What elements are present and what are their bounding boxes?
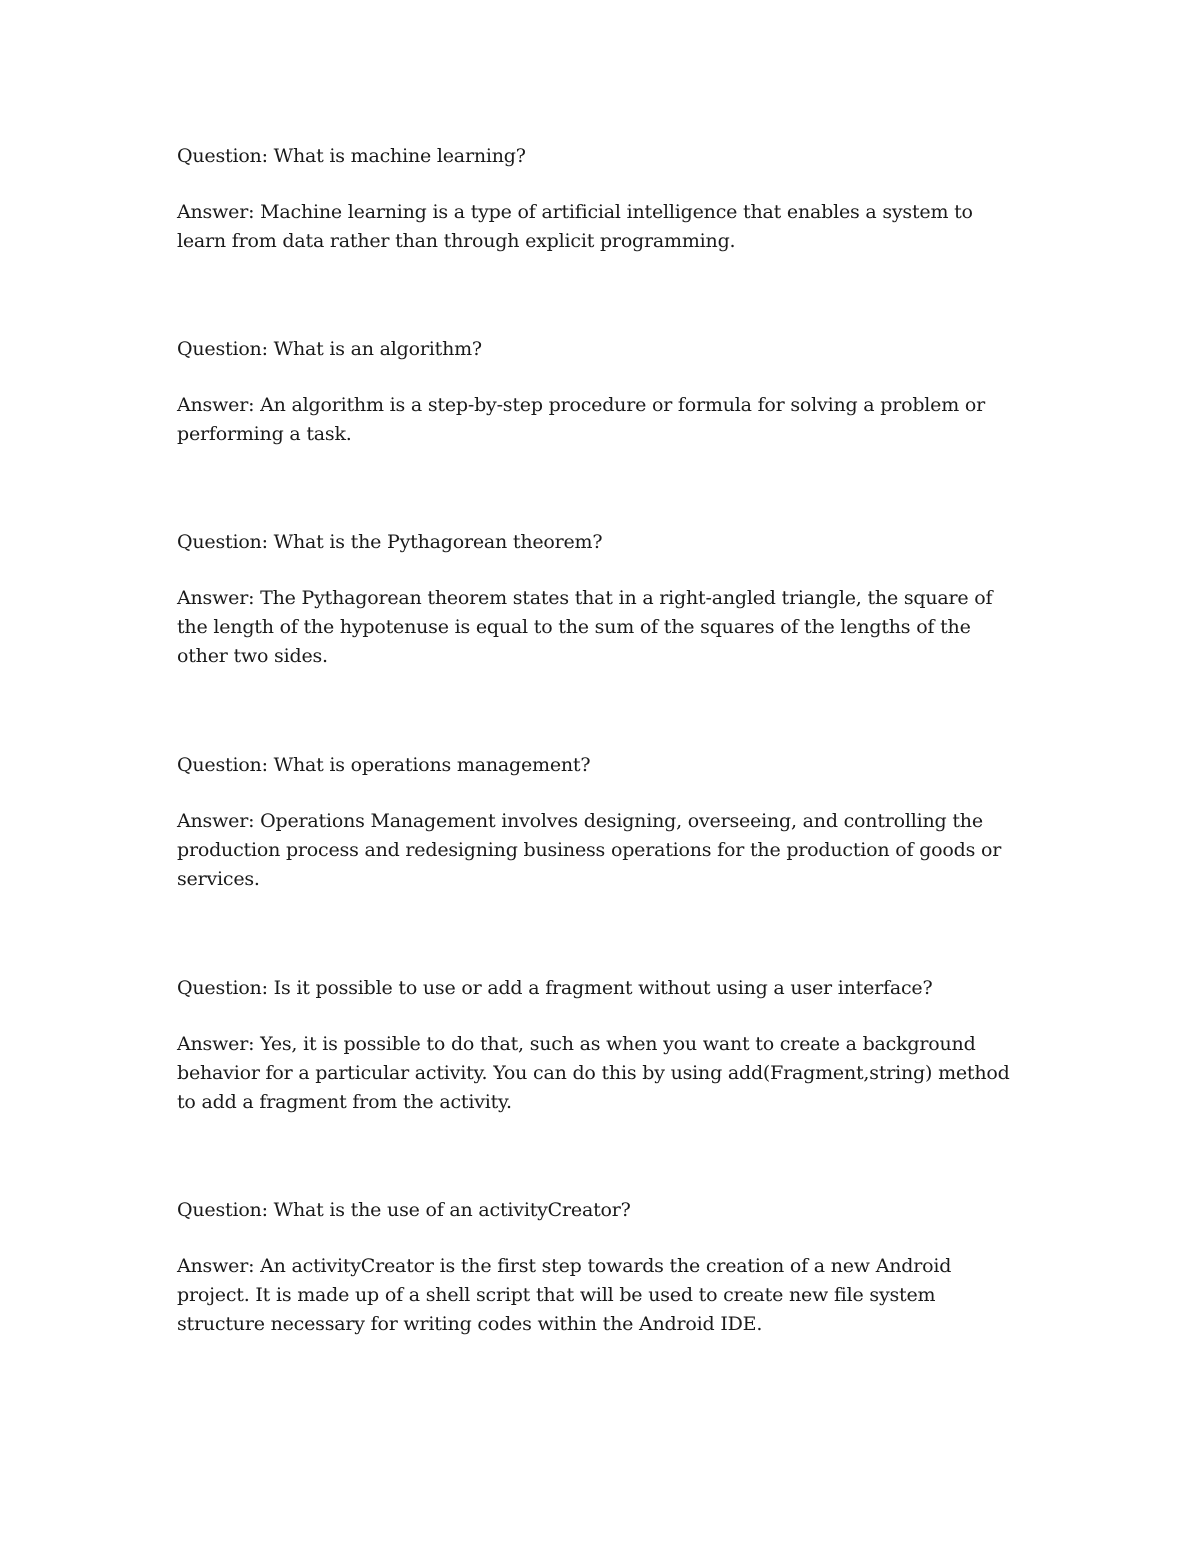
answer-text: Answer: The Pythagorean theorem states that in a right-angled triangle, the square of the length of the hypotenuse is equal to the sum of the squares of the lengths of the other two sides.	[177, 587, 993, 667]
question-text: Question: What is the Pythagorean theorem?	[177, 531, 603, 553]
answer-text: Answer: An activityCreator is the first step towards the creation of a new Android project. It is made up of a shell script that will be used to create new file system structure necessary for writing codes within the Android IDE.	[177, 1255, 952, 1335]
question-text: Question: What is machine learning?	[177, 145, 526, 167]
question-text: Question: What is an algorithm?	[177, 338, 482, 360]
qa-item	[177, 974, 1027, 1117]
answer-text: Answer: Yes, it is possible to do that, such as when you want to create a background behavior for a particular activity. You can do this by using add(Fragment,string) method to add a fragment from the activity.	[177, 1033, 1010, 1113]
answer-text: Answer: An algorithm is a step-by-step procedure or formula for solving a problem or performing a task.	[177, 394, 985, 445]
question-text: Question: Is it possible to use or add a fragment without using a user interface?	[177, 977, 933, 999]
qa-item	[177, 335, 1027, 449]
qa-item	[177, 751, 1027, 894]
answer-text: Answer: Machine learning is a type of artificial intelligence that enables a system to learn from data rather than through explicit programming.	[177, 201, 973, 252]
qa-item	[177, 528, 1027, 671]
answer-text: Answer: Operations Management involves designing, overseeing, and controlling the production process and redesigning business operations for the production of goods or services.	[177, 810, 1002, 890]
qa-item	[177, 142, 1027, 256]
question-text: Question: What is operations management?	[177, 754, 591, 776]
question-text: Question: What is the use of an activityCreator?	[177, 1199, 631, 1221]
qa-item	[177, 1196, 1027, 1339]
